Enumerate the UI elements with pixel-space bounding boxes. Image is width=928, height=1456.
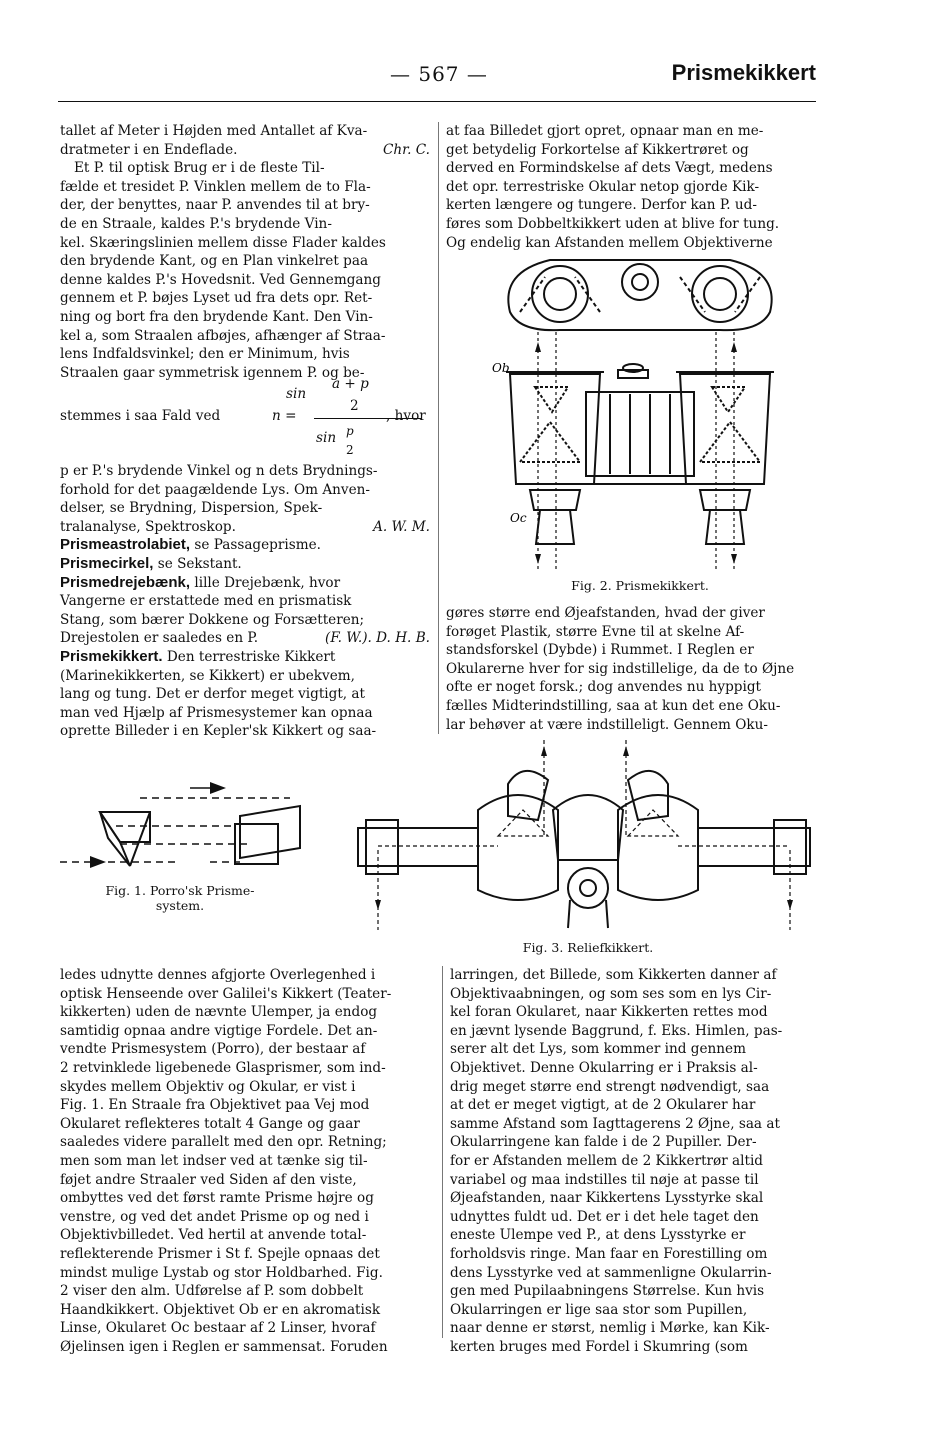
text-line: ofte er noget forsk.; dog anvendes nu hyppigt <box>446 679 761 696</box>
text-line: 2 viser den alm. Udførelse af P. som dobbelt <box>60 1283 364 1300</box>
right-column-bottom <box>450 966 820 1356</box>
left-column-bottom <box>60 966 434 1356</box>
text-fragment: tralanalyse, Spektroskop. <box>60 518 236 535</box>
text-line: at faa Billedet gjort opret, opnaar man en me- <box>446 123 764 139</box>
text-line: Stang, som bærer Dokkene og Forsætteren; <box>60 611 365 628</box>
left-column-top <box>60 122 430 382</box>
text-line: Straalen gaar symmetrisk igennem P. og be- <box>60 364 365 381</box>
text-line: fælles Midterindstilling, saa at kun det ene Oku- <box>446 697 781 714</box>
formula-two-bottom: 2 <box>346 443 354 457</box>
text-line: Okularringen er lige saa stor som Pupillen, <box>450 1301 748 1318</box>
entry-prismekikkert <box>60 648 430 667</box>
fig2-caption: Fig. 2. Prismekikkert. <box>571 578 709 593</box>
caption-line: system. <box>155 898 205 913</box>
text-line: standsforskel (Dybde) i Rummet. I Reglen er <box>446 642 754 659</box>
signature: A. W. M. <box>373 518 430 535</box>
formula-numerator: a + p <box>332 376 369 392</box>
text-line: Okularerne hver for sig indstillelige, da de to Øjne <box>446 660 795 677</box>
text-line: kerten længere og tungere. Derfor kan P. ud- <box>446 197 757 214</box>
text-line: get betydelig Forkortelse af Kikkertrøret og <box>446 141 749 158</box>
text-line: serer alt det Lys, som kommer ind gennem <box>450 1041 746 1058</box>
headword: Prismeastrolabiet, <box>60 536 191 554</box>
signature: (F. W.). D. H. B. <box>325 630 430 647</box>
text-line: kel foran Okularet, naar Kikkerten rettes mod <box>450 1004 768 1021</box>
right-column-middle <box>446 604 818 734</box>
text-line: Okularet reflekteres totalt 4 Gange og gaar <box>60 1115 360 1132</box>
text-line: Et P. til optisk Brug er i de fleste Til- <box>74 160 325 177</box>
text-line: (Marinekikkerten, se Kikkert) er ubekvem, <box>60 667 355 684</box>
text-line: Objektivaabningen, og som ses som en lys Cir- <box>450 985 772 1002</box>
text-line: en jævnt lysende Baggrund, f. Eks. Himlen, pas- <box>450 1022 783 1039</box>
text-line: drig meget større end strengt nødvendigt, saa <box>450 1078 770 1095</box>
text-line: føres som Dobbeltkikkert uden at blive for tung. <box>446 215 780 232</box>
text-line: kikkerten) uden de nævnte Ulemper, ja endog <box>60 1004 378 1021</box>
text-line: Haandkikkert. Objektivet Ob er en akromatisk <box>60 1301 381 1318</box>
text-line: forhold for det paagældende Lys. Om Anven- <box>60 481 370 498</box>
entry-text: se Passageprisme. <box>194 537 321 554</box>
label-oc: Oc <box>510 511 527 525</box>
text-line: Okularringene kan falde i de 2 Pupiller. Der- <box>450 1134 757 1151</box>
text-line: naar denne er størst, nemlig i Mørke, kan Kik- <box>450 1320 770 1337</box>
text-line: udnyttes fuldt ud. Det er i det hele taget den <box>450 1208 759 1225</box>
text-line: delser, se Brydning, Dispersion, Spek- <box>60 500 323 517</box>
text-line: gennem et P. bøjes Lyset ud fra dets opr. Ret- <box>60 290 373 307</box>
text-line: larringen, det Billede, som Kikkerten danner af <box>450 967 777 983</box>
text-line: gøres større end Øjeafstanden, hvad der giver <box>446 605 765 621</box>
text-line <box>60 141 430 160</box>
text-line: ombyttes ved det først ramte Prisme højre og <box>60 1190 374 1207</box>
text-line: mindst mulige Lystab og stor Holdbarhed. Fig. <box>60 1264 383 1281</box>
formula-sin-bottom: sin <box>316 430 337 446</box>
text-line: 2 retvinklede ligebenede Glasprismer, som ind- <box>60 1059 386 1076</box>
text-line: p er P.'s brydende Vinkel og n dets Brydnings- <box>60 463 378 479</box>
headword: Prismekikkert. <box>60 647 163 665</box>
text-line: saaledes videre parallelt med den opr. Retning; <box>60 1134 387 1151</box>
signature: Chr. C. <box>382 141 430 158</box>
text-line: det opr. terrestriske Okular netop gjorde Kik- <box>446 178 760 195</box>
text-line: lang og tung. Det er derfor meget vigtigt, at <box>60 686 366 703</box>
text-line: kerten bruges med Fordel i Skumring (som <box>450 1338 748 1355</box>
text-line: optisk Henseende over Galilei's Kikkert (Teater- <box>60 985 392 1002</box>
refraction-formula <box>60 368 430 460</box>
entry-text: Den terrestriske Kikkert <box>166 648 336 665</box>
text-line: reflekterende Prismer i St f. Spejle opnaas det <box>60 1245 380 1262</box>
entry-prismedrejebaenk <box>60 574 430 593</box>
text-line: venstre, og ved det andet Prisme op og ned i <box>60 1208 369 1225</box>
fig3-caption: Fig. 3. Reliefkikkert. <box>522 940 654 955</box>
text-line: føjet andre Straaler ved Siden af den viste, <box>60 1171 357 1188</box>
text-line: kel. Skæringslinien mellem disse Flader kaldes <box>60 234 386 251</box>
entry-text: lille Drejebænk, hvor <box>194 574 341 591</box>
text-line: vendte Prismesystem (Porro), der bestaar af <box>60 1041 366 1058</box>
formula-sin-top: sin <box>286 386 307 402</box>
text-fragment: Drejestolen er saaledes en P. <box>60 630 259 647</box>
text-line: tallet af Meter i Højden med Antallet af Kva- <box>60 123 368 139</box>
relief-binocular-figure <box>358 740 818 930</box>
text-line: man ved Hjælp af Prismesystemer kan opnaa <box>60 704 373 721</box>
text-line: lens Indfaldsvinkel; den er Minimum, hvis <box>60 346 350 363</box>
text-line: de en Straale, kaldes P.'s brydende Vin- <box>60 215 332 232</box>
text-line: Objektivbilledet. Ved hertil at anvende total- <box>60 1227 367 1244</box>
text-line: lar behøver at være indstilleligt. Gennem Oku- <box>446 716 768 733</box>
text-line: oprette Billeder i en Kepler'sk Kikkert og saa- <box>60 723 377 740</box>
caption-line: Fig. 1. Porro'sk Prisme- <box>105 883 255 898</box>
formula-n-eq: n = <box>272 408 297 424</box>
page-number: — 567 — <box>390 62 488 86</box>
text-line: samme Afstand som Iagttagerens 2 Øjne, saa at <box>450 1115 780 1132</box>
headword: Prismedrejebænk, <box>60 573 191 591</box>
text-line: for er Afstanden mellem de 2 Kikkertrør altid <box>450 1152 764 1169</box>
text-line: der, der benyttes, naar P. anvendes til at bry- <box>60 197 370 214</box>
text-line: at det er meget vigtigt, at de 2 Okularer har <box>450 1097 756 1114</box>
text-line: samtidig opnaa andre vigtige Fordele. Det an- <box>60 1022 378 1039</box>
text-line: Øjeafstanden, naar Kikkertens Lysstyrke skal <box>450 1190 764 1207</box>
formula-tail: , hvor <box>386 408 426 424</box>
column-divider-bottom <box>442 966 443 1338</box>
text-line: forholdsvis ringe. Man faar en Forestilling om <box>450 1245 768 1262</box>
text-line <box>60 518 430 537</box>
text-line: skydes mellem Objektiv og Okular, er vist i <box>60 1078 356 1095</box>
fig1-caption <box>80 883 280 913</box>
text-line: variabel og maa indstilles til nøje at passe til <box>450 1171 759 1188</box>
text-line: kel a, som Straalen afbøjes, afhænger af Straa- <box>60 327 386 344</box>
right-column-top <box>446 122 818 252</box>
label-ob: Ob <box>492 361 510 375</box>
left-column-middle <box>60 462 430 741</box>
text-line: Øjelinsen igen i Reglen er sammensat. Foruden <box>60 1338 388 1355</box>
column-divider-top <box>438 122 439 734</box>
text-line: eneste Ulempe ved P., at dens Lysstyrke er <box>450 1227 746 1244</box>
text-line: ledes udnytte dennes afgjorte Overlegenhed i <box>60 967 376 983</box>
text-line: Fig. 1. En Straale fra Objektivet paa Vej mod <box>60 1097 370 1114</box>
text-line: forøget Plastik, større Evne til at skelne Af- <box>446 623 745 640</box>
porro-prism-figure <box>60 776 310 886</box>
text-line: Linse, Okularet Oc bestaar af 2 Linser, hvoraf <box>60 1320 376 1337</box>
text-line: den brydende Kant, og en Plan vinkelret paa <box>60 253 369 270</box>
text-line: denne kaldes P.'s Hovedsnit. Ved Gennemgang <box>60 271 381 288</box>
text-line: Objektivet. Denne Okularring er i Praksis al- <box>450 1059 758 1076</box>
entry-text: se Sekstant. <box>157 555 242 572</box>
running-head: Prismekikkert <box>671 60 816 85</box>
entry-prismeastrolabiet <box>60 536 430 555</box>
headword: Prismecirkel, <box>60 554 154 572</box>
formula-two-top: 2 <box>350 398 359 414</box>
formula-lead: stemmes i saa Fald ved <box>60 408 221 424</box>
text-line: Og endelig kan Afstanden mellem Objektiverne <box>446 234 773 251</box>
text-line <box>60 629 430 648</box>
entry-prismecirkel <box>60 555 430 574</box>
text-line: fælde et tresidet P. Vinklen mellem de to Fla- <box>60 178 371 195</box>
prism-binocular-figure <box>490 252 790 574</box>
formula-p: p <box>346 424 354 438</box>
text-line: derved en Formindskelse af dets Vægt, medens <box>446 160 773 177</box>
header-rule <box>58 101 816 102</box>
text-line: Vangerne er erstattede med en prismatisk <box>60 593 352 610</box>
text-fragment: dratmeter i en Endeflade. <box>60 141 238 158</box>
text-line: ning og bort fra den brydende Kant. Den Vin- <box>60 308 373 325</box>
text-line: dens Lysstyrke ved at sammenligne Okularrin- <box>450 1264 772 1281</box>
text-line: men som man let indser ved at tænke sig til- <box>60 1152 368 1169</box>
text-line: gen med Pupilaabningens Størrelse. Kun hvis <box>450 1283 765 1300</box>
